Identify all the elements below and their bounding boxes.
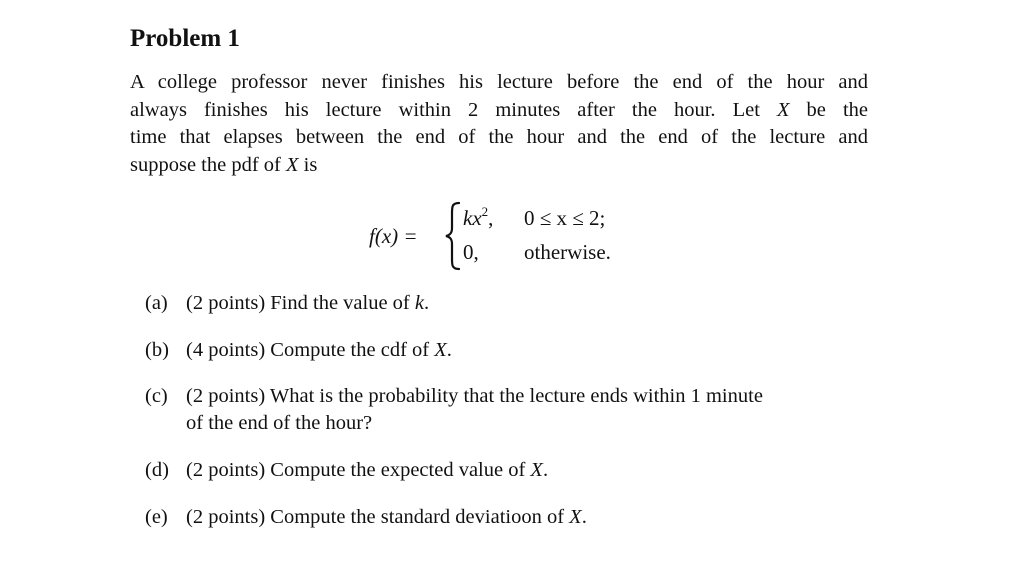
item-text: (2 points) Compute the standard deviatioon of	[186, 506, 570, 528]
variable-x: X	[286, 153, 299, 176]
item-text-continued: of the end of the hour?	[186, 412, 373, 434]
case1-expression	[463, 204, 493, 232]
variable-k: k	[414, 292, 424, 314]
variable-x: X	[569, 506, 582, 528]
variable-x: X	[530, 459, 543, 481]
pdf-lhs-text: f(x) =	[369, 224, 418, 248]
variable-x: X	[434, 339, 447, 361]
question-item-d	[145, 457, 548, 484]
case2-condition: otherwise.	[524, 240, 611, 264]
statement-line-3: time that elapses between the end of the hour and the end of the lecture and	[130, 126, 868, 148]
case1-exponent: 2	[481, 204, 489, 219]
item-text: (2 points) Compute the expected value of	[186, 459, 531, 481]
item-text: .	[424, 292, 430, 314]
item-label: (c)	[145, 385, 168, 407]
item-label: (e)	[145, 506, 168, 528]
item-label: (b)	[145, 339, 169, 361]
variable-x: X	[776, 98, 790, 121]
problem-title: Problem 1	[130, 25, 240, 52]
statement-line-4	[130, 152, 868, 180]
case2-expression: 0,	[463, 240, 479, 264]
case1-term: kx	[463, 206, 482, 230]
statement-text: is	[298, 153, 318, 176]
item-text: (2 points) Find the value of	[186, 292, 415, 314]
item-label: (a)	[145, 292, 168, 314]
pdf-lhs	[369, 222, 418, 250]
statement-text: suppose the pdf of	[130, 153, 287, 176]
statement-text: always finishes his lecture within 2 minutes after the hour. Let	[130, 98, 777, 121]
statement-line-2	[130, 97, 868, 125]
item-text: .	[581, 506, 587, 528]
question-item-e	[145, 504, 587, 531]
item-text: (2 points) What is the probability that the lecture ends within 1 minute	[186, 385, 763, 407]
problem-statement	[130, 69, 868, 179]
item-text: .	[446, 339, 452, 361]
case1-condition: 0 ≤ x ≤ 2;	[524, 206, 606, 230]
case1-comma: ,	[488, 206, 494, 230]
statement-text: be the	[789, 98, 868, 121]
item-text: .	[542, 459, 549, 481]
question-item-b	[145, 337, 452, 364]
question-item-a	[145, 290, 429, 317]
statement-line-1: A college professor never finishes his lecture before the end of the hour and	[130, 71, 868, 93]
question-item-c	[145, 383, 869, 437]
item-label: (d)	[145, 459, 169, 481]
left-brace-icon	[443, 201, 463, 271]
item-text: (4 points) Compute the cdf of	[186, 339, 435, 361]
